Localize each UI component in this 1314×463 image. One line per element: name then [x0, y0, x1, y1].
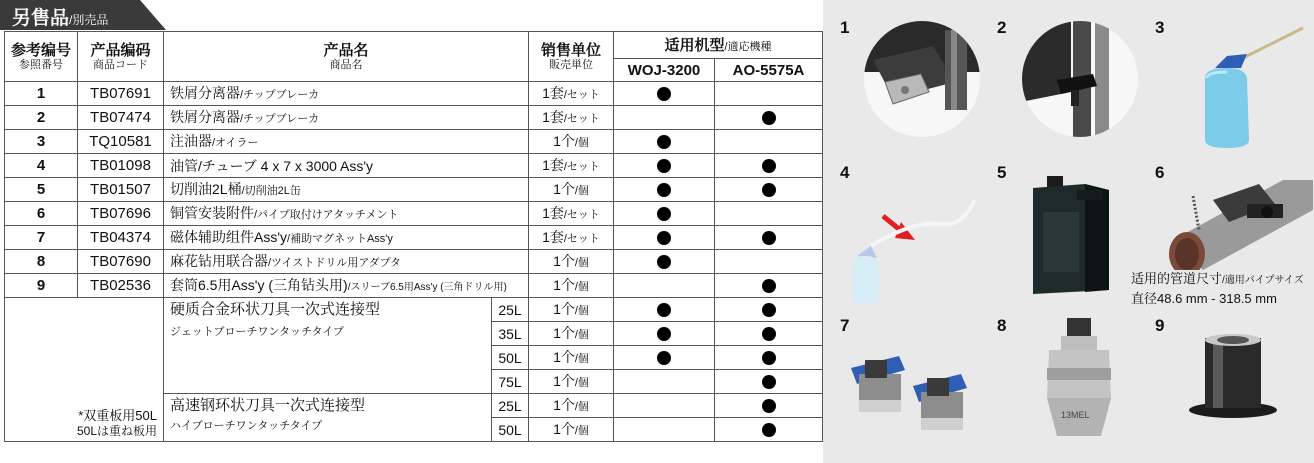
compatibility-dot-icon — [762, 159, 776, 173]
cutting-oil-can-image — [1023, 172, 1123, 298]
cell-no: 6 — [5, 202, 78, 226]
note-line1: *双重板用50L — [78, 408, 157, 423]
cell-code: TB02536 — [78, 274, 164, 298]
cell-model-a — [614, 322, 715, 346]
cell-model-b — [715, 298, 823, 322]
compatibility-dot-icon — [762, 183, 776, 197]
photo-label-4: 4 — [840, 163, 850, 182]
pipe-attachment-image — [1163, 170, 1313, 270]
cell-name: 铁屑分离器/チップブレーカ — [164, 82, 529, 106]
cell-model-b — [715, 346, 823, 370]
header-title-wrap — [12, 3, 108, 30]
cell-model-b — [715, 154, 823, 178]
magnet-assembly-image — [845, 340, 995, 440]
col-name: 产品名 商品名 — [164, 32, 529, 82]
photo-label-9: 9 — [1155, 316, 1165, 335]
cell-size: 25L — [492, 298, 529, 322]
accessory-table — [4, 31, 823, 442]
table-row — [5, 298, 823, 322]
compatibility-dot-icon — [657, 183, 671, 197]
section-title: 另售品 — [12, 8, 70, 29]
table-row — [5, 250, 823, 274]
compatibility-dot-icon — [657, 87, 671, 101]
cell-unit: 1套/セット — [529, 82, 614, 106]
cell-unit: 1套/セット — [529, 106, 614, 130]
compatibility-dot-icon — [657, 327, 671, 341]
cell-model-b — [715, 250, 823, 274]
cell-code: TB07474 — [78, 106, 164, 130]
photo-label-2: 2 — [997, 18, 1007, 37]
compatibility-dot-icon — [657, 159, 671, 173]
cell-no: 8 — [5, 250, 78, 274]
col-ref-no: 参考编号 参照番号 — [5, 32, 78, 82]
cell-unit: 1个/個 — [529, 250, 614, 274]
photo-label-1: 1 — [840, 18, 850, 37]
cell-size: 50L — [492, 418, 529, 442]
cell-unit: 1套/セット — [529, 226, 614, 250]
cell-unit: 1个/個 — [529, 418, 614, 442]
chip-breaker-image-2 — [1021, 20, 1139, 138]
table-row — [5, 106, 823, 130]
cell-no: 2 — [5, 106, 78, 130]
compatibility-dot-icon — [762, 351, 776, 365]
cell-name: 注油器/オイラー — [164, 130, 529, 154]
compatibility-dot-icon — [657, 351, 671, 365]
oiler-image — [1185, 22, 1305, 152]
cell-model-b — [715, 178, 823, 202]
compatibility-dot-icon — [762, 111, 776, 125]
table-row — [5, 178, 823, 202]
compatibility-dot-icon — [762, 327, 776, 341]
cell-model-a — [614, 370, 715, 394]
cell-code: TB04374 — [78, 226, 164, 250]
compatibility-dot-icon — [762, 375, 776, 389]
cell-model-b — [715, 274, 823, 298]
cell-code: TB07690 — [78, 250, 164, 274]
compatibility-dot-icon — [762, 399, 776, 413]
caption-line2: 直径48.6 mm - 318.5 mm — [1131, 291, 1277, 306]
col-unit: 销售单位 販売単位 — [529, 32, 614, 82]
cell-model-b — [715, 322, 823, 346]
table-row — [5, 154, 823, 178]
section-header-tab — [0, 0, 166, 30]
cell-model-a — [614, 346, 715, 370]
cell-model-b — [715, 106, 823, 130]
cell-unit: 1个/個 — [529, 370, 614, 394]
compatibility-dot-icon — [762, 279, 776, 293]
photo-label-3: 3 — [1155, 18, 1165, 37]
cell-model-a — [614, 394, 715, 418]
cell-no: 1 — [5, 82, 78, 106]
cell-model-a — [614, 298, 715, 322]
cell-model-a — [614, 130, 715, 154]
photo-label-5: 5 — [997, 163, 1007, 182]
cell-model-a — [614, 154, 715, 178]
table-row — [5, 82, 823, 106]
cell-code: TQ10581 — [78, 130, 164, 154]
cell-unit: 1个/個 — [529, 298, 614, 322]
compatibility-dot-icon — [657, 231, 671, 245]
cell-size: 35L — [492, 322, 529, 346]
compatibility-dot-icon — [657, 135, 671, 149]
product-photo-panel — [823, 0, 1314, 463]
cell-model-b — [715, 226, 823, 250]
cell-code: TB07691 — [78, 82, 164, 106]
cell-name: 麻花钻用联合器/ツイストドリル用アダプタ — [164, 250, 529, 274]
cell-code: TB01098 — [78, 154, 164, 178]
table-row — [5, 202, 823, 226]
caption-line1: 适用的管道尺寸 — [1131, 271, 1223, 286]
cell-unit: 1个/個 — [529, 178, 614, 202]
cell-name: 切削油2L桶/切削油2L缶 — [164, 178, 529, 202]
drill-chuck-image — [1037, 318, 1127, 448]
cell-model-b — [715, 394, 823, 418]
cell-model-a — [614, 250, 715, 274]
cell-no: 7 — [5, 226, 78, 250]
cell-unit: 1个/個 — [529, 394, 614, 418]
cell-name: 铜管安装附件/パイプ取付けアタッチメント — [164, 202, 529, 226]
cell-no: 4 — [5, 154, 78, 178]
cell-model-b — [715, 130, 823, 154]
table-row — [5, 226, 823, 250]
cell-no: 9 — [5, 274, 78, 298]
cell-model-b — [715, 202, 823, 226]
cell-name: 套筒6.5用Ass'y (三角钻头用)/スリーブ6.5用Ass'y (三角ドリル用) — [164, 274, 529, 298]
cell-model-b — [715, 370, 823, 394]
compatibility-dot-icon — [657, 303, 671, 317]
cell-model-a — [614, 178, 715, 202]
table-row — [5, 274, 823, 298]
cell-model-b — [715, 418, 823, 442]
photo-label-6: 6 — [1155, 163, 1165, 182]
cell-name: 油管/チューブ 4 x 7 x 3000 Ass'y — [164, 154, 529, 178]
cell-model-a — [614, 418, 715, 442]
tube-image — [843, 176, 983, 306]
cell-no: 5 — [5, 178, 78, 202]
cell-unit: 1套/セット — [529, 202, 614, 226]
col-model-ao5575a: AO-5575A — [715, 59, 823, 82]
cell-code: TB07696 — [78, 202, 164, 226]
cell-model-a — [614, 106, 715, 130]
cell-code: TB01507 — [78, 178, 164, 202]
cell-unit: 1个/個 — [529, 130, 614, 154]
section-subtitle: /別売品 — [69, 13, 109, 27]
cell-size: 50L — [492, 346, 529, 370]
cell-model-b — [715, 82, 823, 106]
cell-model-a — [614, 226, 715, 250]
group-name: 高速钢环状刀具一次式连接型 ハイブローチワンタッチタイプ — [164, 394, 492, 442]
compatibility-dot-icon — [762, 303, 776, 317]
col-models: 适用机型/適応機種 — [614, 32, 823, 59]
compatibility-dot-icon — [762, 231, 776, 245]
cell-unit: 1个/個 — [529, 346, 614, 370]
compatibility-dot-icon — [657, 207, 671, 221]
chuck-marking: 13MEL — [1061, 410, 1090, 420]
cell-model-a — [614, 274, 715, 298]
cell-name: 磁体辅助组件Ass'y/補助マグネットAss'y — [164, 226, 529, 250]
sleeve-image — [1183, 330, 1283, 430]
caption-line1-jp: /適用パイプサイズ — [1222, 275, 1304, 286]
col-code: 产品编码 商品コード — [78, 32, 164, 82]
photo-label-7: 7 — [840, 316, 850, 335]
table-row — [5, 130, 823, 154]
col-model-woj3200: WOJ-3200 — [614, 59, 715, 82]
pipe-size-caption — [1131, 270, 1304, 308]
compatibility-dot-icon — [762, 423, 776, 437]
cell-model-a — [614, 202, 715, 226]
chip-breaker-image-1 — [863, 20, 981, 138]
cell-size: 25L — [492, 394, 529, 418]
note-line2: 50Lは重ね板用 — [76, 424, 157, 438]
cell-unit: 1套/セット — [529, 154, 614, 178]
photo-label-8: 8 — [997, 316, 1007, 335]
cell-model-a — [614, 82, 715, 106]
compatibility-dot-icon — [657, 255, 671, 269]
cell-no: 3 — [5, 130, 78, 154]
cell-unit: 1个/個 — [529, 274, 614, 298]
cell-size: 75L — [492, 370, 529, 394]
note-cell — [5, 298, 164, 442]
cell-unit: 1个/個 — [529, 322, 614, 346]
cell-name: 铁屑分离器/チップブレーカ — [164, 106, 529, 130]
group-name: 硬质合金环状刀具一次式连接型 ジェットブローチワンタッチタイプ — [164, 298, 492, 394]
